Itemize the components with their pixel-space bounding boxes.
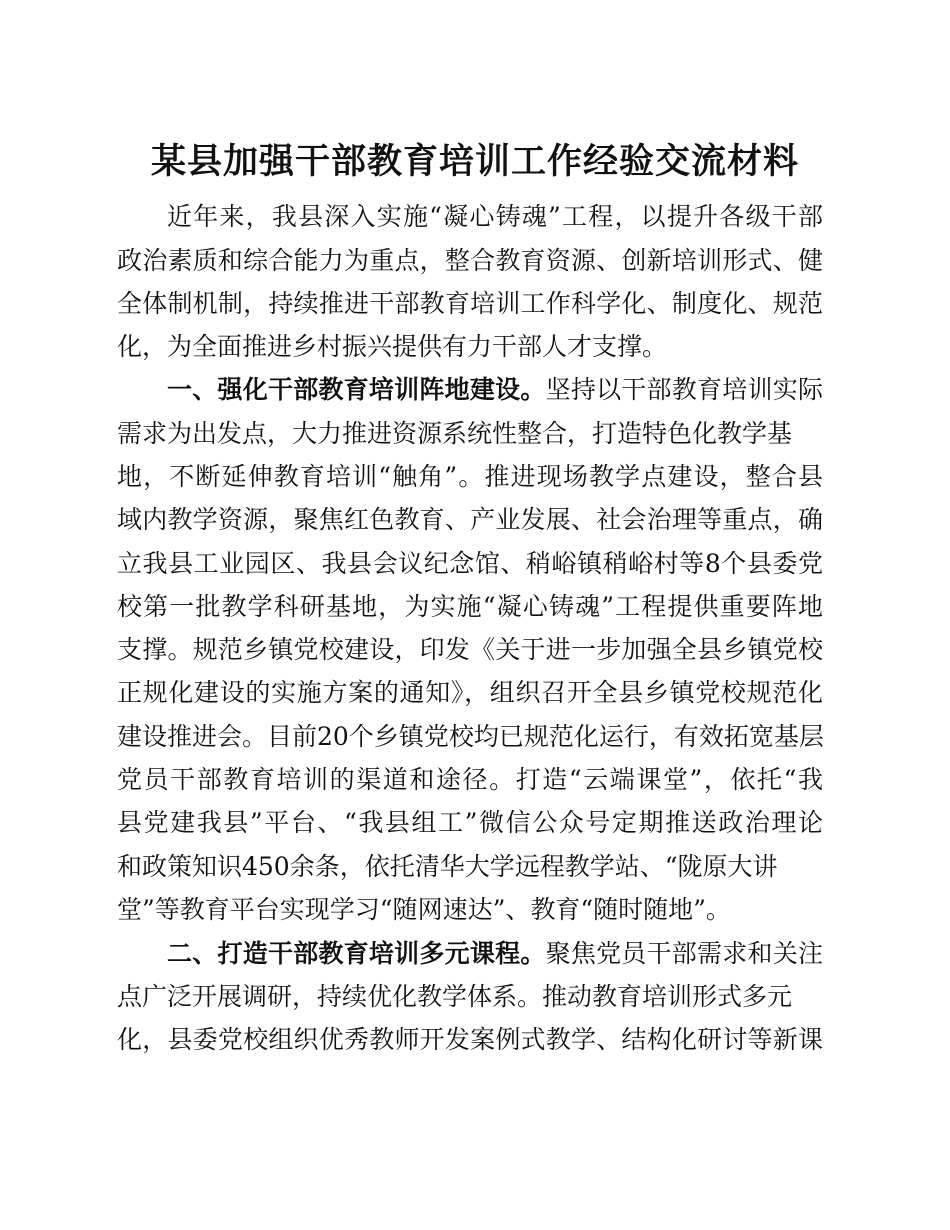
paragraph-line <box>117 462 823 492</box>
paragraph-line <box>117 332 823 362</box>
line-text: 支撑。规范乡镇党校建设，印发《关于进一步加强全县乡镇党校 <box>117 635 823 664</box>
paragraph-line <box>117 246 823 276</box>
line-text: 校第一批教学科研基地，为实施“凝心铸魂”工程提供重要阵地 <box>117 592 823 621</box>
paragraph-line <box>117 808 823 838</box>
paragraph-line <box>117 549 823 579</box>
line-text: 和政策知识450余条，依托清华大学远程教学站、“陇原大讲 <box>117 852 778 881</box>
line-text: 政治素质和综合能力为重点，整合教育资源、创新培训形式、健 <box>117 246 823 275</box>
line-text: 立我县工业园区、我县会议纪念馆、稍峪镇稍峪村等8个县委党 <box>117 549 823 578</box>
section-heading: 二、打造干部教育培训多元课程。 <box>167 939 546 968</box>
paragraph-line <box>117 592 823 622</box>
line-text: 地，不断延伸教育培训“触角”。推进现场教学点建设，整合县 <box>117 462 823 491</box>
line-text: 化，为全面推进乡村振兴提供有力干部人才支撑。 <box>117 332 668 361</box>
paragraph-line <box>117 1025 823 1055</box>
paragraph-line <box>117 678 823 708</box>
line-text: 域内教学资源，聚焦红色教育、产业发展、社会治理等重点，确 <box>117 505 823 534</box>
section-heading-line <box>167 375 823 405</box>
paragraph-line <box>117 635 823 665</box>
line-text: 聚焦党员干部需求和关注 <box>545 939 823 968</box>
paragraph-line <box>167 202 823 232</box>
line-text: 坚持以干部教育培训实际 <box>545 375 823 404</box>
line-text: 建设推进会。目前20个乡镇党校均已规范化运行，有效拓宽基层 <box>117 722 824 751</box>
line-text: 党员干部教育培训的渠道和途径。打造“云端课堂”，依托“我 <box>117 765 823 794</box>
paragraph-line <box>117 895 823 925</box>
line-text: 需求为出发点，大力推进资源系统性整合，打造特色化教学基 <box>117 419 793 448</box>
paragraph-line <box>117 982 823 1012</box>
line-text: 全体制机制，持续推进干部教育培训工作科学化、制度化、规范 <box>117 289 823 318</box>
paragraph-line <box>117 289 823 319</box>
line-text: 正规化建设的实施方案的通知》，组织召开全县乡镇党校规范化 <box>117 678 823 707</box>
paragraph-line <box>117 852 823 882</box>
section-heading-line <box>167 939 823 969</box>
line-text: 县党建我县”平台、“我县组工”微信公众号定期推送政治理论 <box>117 808 823 837</box>
line-text: 近年来，我县深入实施“凝心铸魂”工程，以提升各级干部 <box>167 202 823 231</box>
line-text: 点广泛开展调研，持续优化教学体系。推动教育培训形式多元 <box>117 982 793 1011</box>
line-text: 化，县委党校组织优秀教师开发案例式教学、结构化研讨等新课 <box>117 1025 823 1054</box>
document-title: 某县加强干部教育培训工作经验交流材料 <box>150 141 799 182</box>
paragraph-line <box>117 419 823 449</box>
paragraph-line <box>117 722 823 752</box>
section-heading: 一、强化干部教育培训阵地建设。 <box>167 375 546 404</box>
paragraph-line <box>117 505 823 535</box>
paragraph-line <box>117 765 823 795</box>
line-text: 堂”等教育平台实现学习“随网速达”、教育“随时随地”。 <box>117 895 731 924</box>
